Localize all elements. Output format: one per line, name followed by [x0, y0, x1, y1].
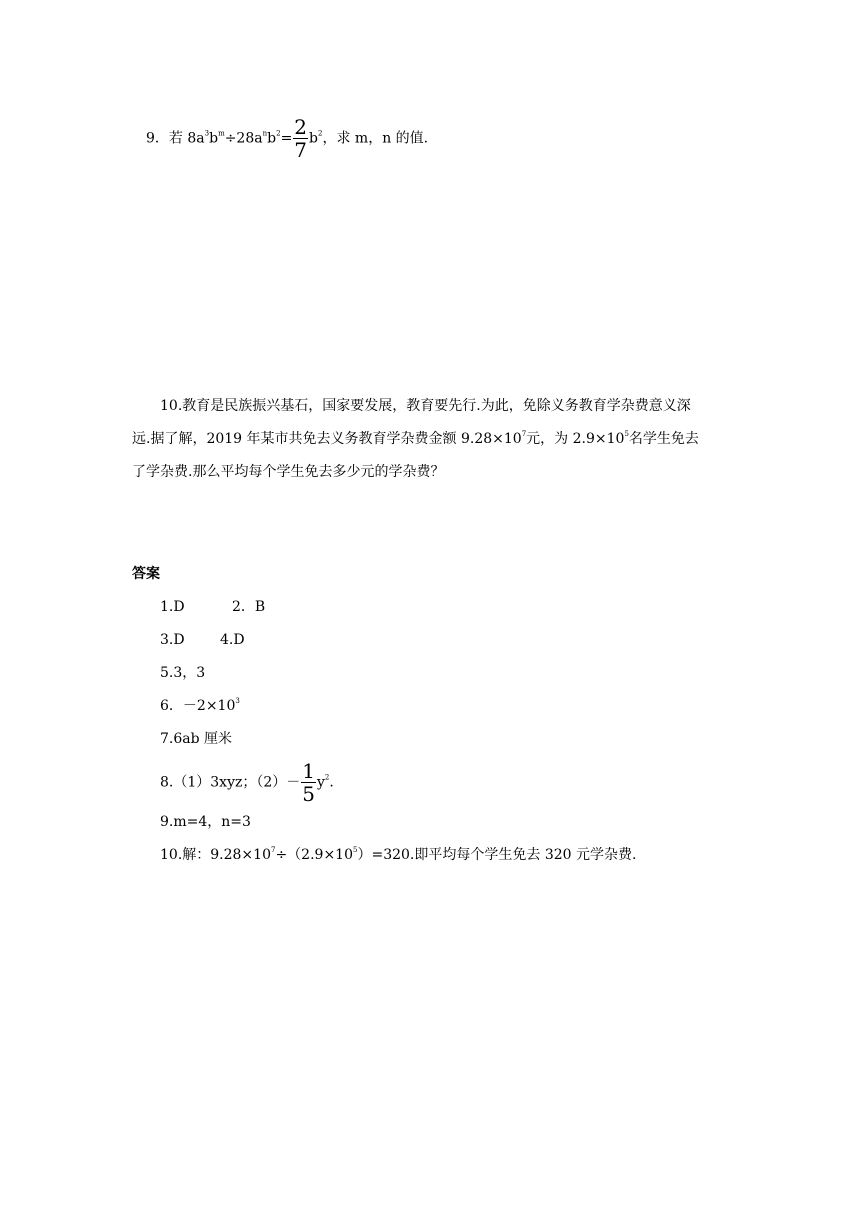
answer-9: 9.m=4，n=3	[160, 814, 251, 830]
answer-3: 3.D	[160, 632, 185, 648]
answers-heading: 答案	[132, 566, 160, 582]
answer-4: 4.D	[220, 632, 245, 648]
answer-7: 7.6ab 厘米	[160, 731, 233, 747]
fraction-1-5: $\frac{1}{5}$	[302, 759, 315, 806]
question-9: 9．若 $8a^3b^m\div 28a^nb^2=$ $\frac{2}{7}$ $b^2$，求 m，n 的值.	[146, 115, 429, 162]
question-10-line-2: 远.据了解，2019 年某市共免去义务教育学杂费金额 $9.28\times 10^7$元，为 $2.9\times 10^5$名学生免去	[132, 430, 699, 447]
answer-8: 8.（1）3xyz；（2）－ $\frac{1}{5}$ $y^2$.	[160, 759, 334, 806]
answer-5: 5.3，3	[160, 665, 206, 681]
question-10-line-3: 了学杂费.那么平均每个学生免去多少元的学杂费？	[132, 464, 445, 480]
answer-1: 1.D	[160, 599, 185, 615]
fraction-2-7: $\frac{2}{7}$	[294, 115, 308, 162]
question-10-line-1: 10.教育是民族振兴基石，国家要发展，教育要先行.为此，免除义务教育学杂费意义深	[160, 398, 691, 414]
answer-10: 10.解：$9.28\times 10^7\div(2.9\times 10^5)=320$.即平均每个学生免去 320 元学杂费.	[160, 846, 637, 863]
answer-6: 6．$-2\times 10^3$	[160, 697, 240, 714]
answer-2: 2．B	[232, 599, 266, 615]
